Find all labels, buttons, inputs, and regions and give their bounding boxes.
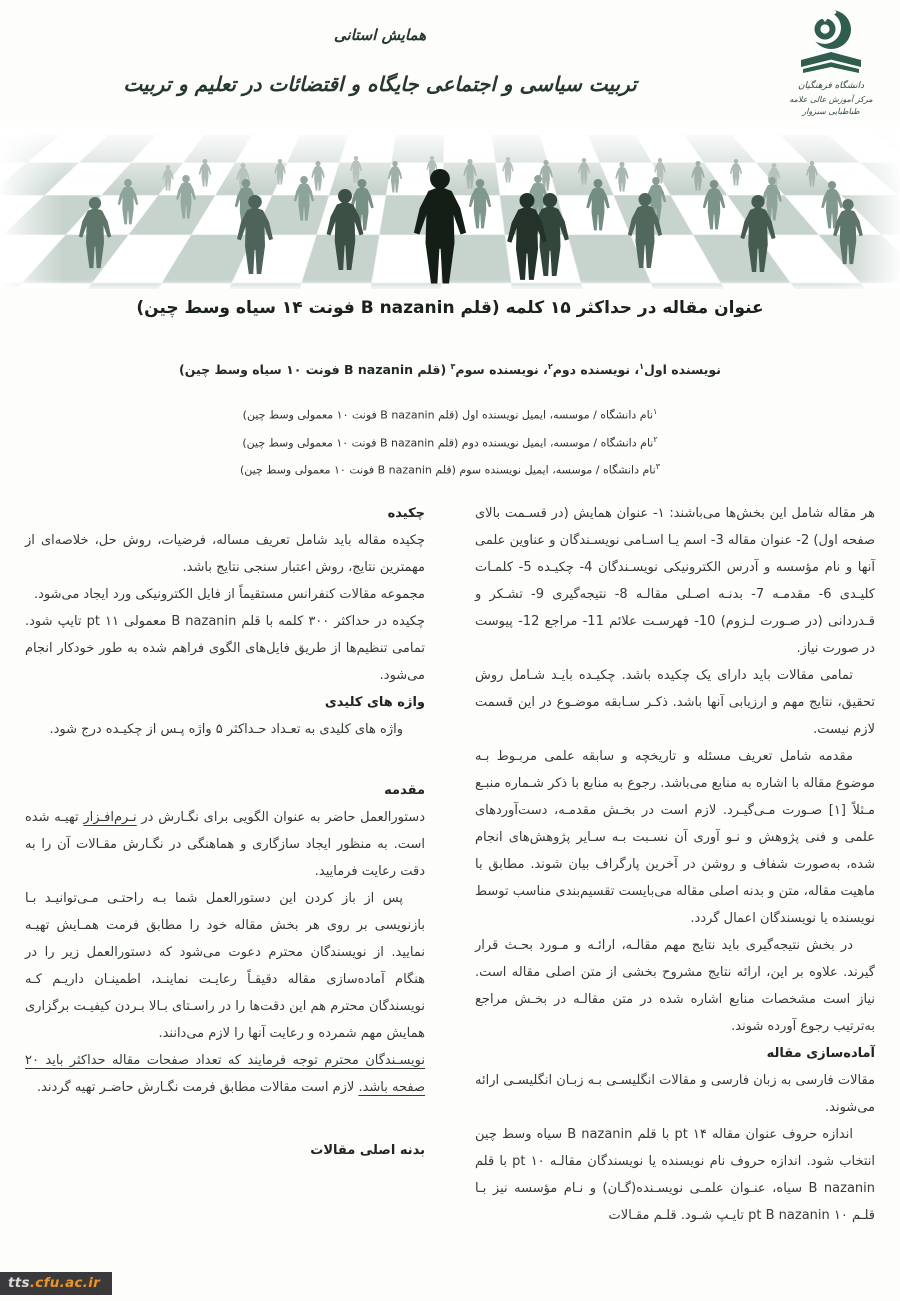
paragraph-text: چکیده مقاله باید شامل تعریف مساله، فرضیات، روش حل، خلاصه‌ای از مهمترین نتایج، روش اعتبار سنجی نتایج باشد.	[25, 533, 425, 575]
person-silhouette	[414, 169, 466, 284]
authors-line	[100, 362, 800, 377]
paragraph	[25, 716, 425, 743]
paper-body	[25, 500, 875, 1229]
crowd-banner-image	[0, 121, 900, 289]
affiliation-line	[120, 428, 780, 456]
paragraph	[475, 743, 875, 932]
person-silhouette	[162, 165, 174, 191]
body-column-left	[475, 500, 875, 1229]
paragraph-text: هر مقاله شامل این بخش‌ها می‌باشند: ۱- عنوان همایش (در قسـمت بالای صفحه اول) 2- عنوان مقاله 3- اسم یـا اسـامی نویسـندگان و عناوین علمی آنها و نام مؤسسه و آدرس الکترونیکی نویسـندگان 4- چکیـده 5- کلمـات کلیـدی 6- مقدمـه 7- بدنـه اصـلی مقالـه 8- نتیجه‌گیری 9- تشـکر و قـدردانی (در صـورت لـزوم) 10- فهرسـت علائم 11- مراجع 12- پیوست در صورت نیاز.	[475, 506, 875, 656]
section-heading: چکیده	[387, 506, 425, 521]
paragraph	[25, 581, 425, 608]
author-superscript: ۱	[639, 362, 645, 371]
affiliations	[120, 400, 780, 483]
paragraph-text: تهیـه شده است. به منظور ایجاد سازگاری و هماهنگی در نگـارش مقـالات آن را به دقت رعایت فرمایید.	[25, 810, 425, 879]
person-silhouette	[691, 161, 705, 191]
watermark-domain: .cfu.ac.ir	[29, 1275, 101, 1291]
paragraph-text: واژه های کلیدی به تعـداد حـداکثر ۵ واژه پـس از چکیـده درج شود.	[49, 722, 403, 737]
affiliation-text: نام دانشگاه / موسسه، ایمیل نویسنده اول (قلم B nazanin فونت ۱۰ معمولی وسط چین)	[242, 408, 654, 422]
paragraph-text: دستورالعمل حاضر به عنوان الگویی برای نگـارش در	[136, 810, 425, 825]
paper-title: عنوان مقاله در حداکثر ۱۵ کلمه (قلم B nazanin فونت ۱۴ سیاه وسط چین)	[136, 298, 764, 318]
paragraph-text: مجموعه مقالات کنفرانس مستقیماً از فایل الکترونیکی ورد ایجاد می‌شود.	[33, 587, 425, 602]
site-watermark	[0, 1272, 112, 1295]
affiliation-line	[120, 400, 780, 428]
person-silhouette	[502, 157, 514, 183]
conference-title-calligraphy: تربیت سیاسی و اجتماعی جایگاه و اقتضائات در تعلیم و تربیت	[123, 72, 637, 96]
paragraph	[475, 500, 875, 662]
person-silhouette	[586, 179, 609, 230]
paragraph	[25, 804, 425, 885]
watermark-subdomain: tts	[8, 1275, 30, 1291]
affiliation-superscript: ۱	[653, 407, 658, 416]
underlined-text: نـرم‌افـزار	[83, 810, 137, 825]
person-silhouette	[199, 159, 212, 187]
person-silhouette	[350, 156, 362, 183]
paragraph	[25, 527, 425, 581]
section-heading: واژه های کلیدی	[324, 695, 425, 710]
section-heading: بدنه اصلی مقالات	[310, 1143, 425, 1158]
person-silhouette	[730, 159, 742, 186]
logo-university-name: دانشگاه فرهنگیان	[797, 81, 865, 91]
author-name: نویسنده اول	[644, 362, 721, 378]
affiliation-superscript: ۳	[655, 462, 661, 472]
paragraph-text: تمامی مقالات باید دارای یک چکیده باشد. چکیـده بایـد شـامل روش تحقیق، نتایج مهم و ارزیابی آنها باشد. ذکـر سـابقه موضـوع در این قسمت لازم نیست.	[475, 668, 875, 737]
paragraph-text: لازم است مقالات مطابق فرمت نگـارش حاضـر تهیه گردند.	[36, 1080, 359, 1095]
person-silhouette	[311, 161, 325, 191]
university-logo	[776, 8, 886, 118]
person-silhouette	[806, 161, 818, 187]
underlined-text: نویسـندگان محترم توجه فرمایند که تعداد صفحات مقاله حداکثر باید ۲۰ صفحه باشد.	[25, 1053, 425, 1095]
affiliation-superscript: ۲	[653, 434, 658, 444]
person-silhouette	[118, 179, 139, 224]
person-silhouette	[703, 180, 726, 229]
person-silhouette	[388, 161, 402, 193]
section-heading: آماده‌سازی مقاله	[766, 1046, 875, 1061]
paragraph-text: چکیده در حداکثر ۳۰۰ کلمه با قلم B nazanin معمولی ۱۱ pt تایپ شود. تمامی تنظیم‌ها از طریق فایل‌های الگوی فراهم شده به طور خودکار انجام می‌شود.	[25, 614, 425, 683]
body-column-right	[25, 500, 425, 1229]
author-name: ، نویسنده سوم	[455, 362, 548, 378]
people-silhouettes	[0, 121, 900, 289]
author-name: ، نویسنده دوم	[552, 362, 640, 378]
person-silhouette	[463, 159, 477, 189]
author-superscript: ۳	[450, 362, 456, 371]
paragraph	[25, 885, 425, 1047]
logo-center-name: مرکز آموزش عالی علامه طباطبایی سبزوار	[789, 94, 873, 116]
paragraph	[475, 1067, 875, 1121]
person-silhouette	[615, 162, 629, 192]
paragraph	[25, 608, 425, 689]
person-silhouette	[294, 176, 314, 220]
paragraph	[475, 932, 875, 1040]
author-name: (قلم B nazanin فونت ۱۰ سیاه وسط چین)	[179, 362, 451, 378]
section-heading: مقدمه	[384, 783, 425, 798]
author-superscript: ۲	[547, 362, 553, 371]
paragraph-text: مقالات فارسی به زبان فارسی و مقالات انگلیسـی بـه زبـان انگلیسـی ارائه می‌شوند.	[475, 1073, 875, 1115]
person-silhouette	[79, 197, 111, 268]
affiliation-text: نام دانشگاه / موسسه، ایمیل نویسنده دوم (قلم B nazanin فونت ۱۰ معمولی وسط چین)	[242, 436, 654, 450]
logo-caption	[776, 80, 886, 118]
farhangian-university-emblem-icon	[794, 8, 868, 80]
affiliation-text: نام دانشگاه / موسسه، ایمیل نویسنده سوم (قلم B nazanin فونت ۱۰ معمولی وسط چین)	[239, 463, 656, 477]
conference-type-calligraphy: همایش استانی	[333, 26, 427, 44]
paragraph-text: در بخش نتیجه‌گیری باید نتایج مهم مقالـه، ارائـه و مـورد بحـث قرار گیرند. علاوه بر این، ارائه نتایج مشروح بخشی از متن اصلی مقاله است. نیاز است مشخصات منابع اشاره شده در متن مقالـه در بخـش مراجع به‌ترتیب رجوع آورده شوند.	[475, 938, 875, 1034]
paragraph	[25, 1047, 425, 1101]
paragraph	[475, 1121, 875, 1229]
paragraph-text: اندازه حروف عنوان مقاله ۱۴ pt با قلم B nazanin سیاه وسط چین انتخاب شود. اندازه حروف نام نویسنده یا نویسندگان مقالـه pt ۱۰ با قلم B nazanin سیاه، عنـوان علمـی نویسـنده(گـان) و نـام مؤسسه نیز بـا قلـم ۱۰ pt B nazanin تایـپ شـود. قلـم مقـالات	[475, 1127, 875, 1223]
affiliation-line	[120, 455, 780, 483]
paragraph	[475, 662, 875, 743]
person-silhouette	[578, 158, 590, 185]
person-silhouette	[176, 175, 196, 218]
person-silhouette	[274, 159, 286, 185]
paragraph-text: پس از باز کردن این دستورالعمل شما بـه راحتـی مـی‌توانیـد بـا بازنویسی بر روی هر بخش مقاله خود را مطابق فرمت همـایش تهیـه نمایید. از نویسندگان محترم دعوت می‌شود که دستورالعمل زیر را در هنگام آماده‌سازی مقاله دقیقـاً رعایـت نماینـد، اطمینـان داریـم کـه نویسندگان محترم هم این دقت‌ها را در راسـتای بـالا بـردن کیفیـت برگزاری همایش مهم شمرده و رعایت آنها را لازم می‌دانند.	[25, 891, 425, 1041]
paragraph-text: مقدمه شامل تعریف مسئله و تاریخچه و سابقه علمی مربـوط بـه موضوع مقاله با اشاره به منابع می‌باشد. رجوع به منابع با ذکر شـماره منبـع مـثلاً [۱] صـورت مـی‌گیـرد. لازم است در بخـش مقدمـه، دست‌آوردهای علمی و فنی پژوهش و نـو آوری آن نسـبت بـه سـایر پژوهش‌های انجام شده، به‌صورت شفاف و روشن در آخرین پارگراف بیان شوند. مطابق با ماهیت مقاله، متن و بدنه اصلی مقاله می‌بایست تقسیم‌بندی مناسب توسط نویسنده یا نویسندگان اعمال گردد.	[475, 749, 875, 926]
